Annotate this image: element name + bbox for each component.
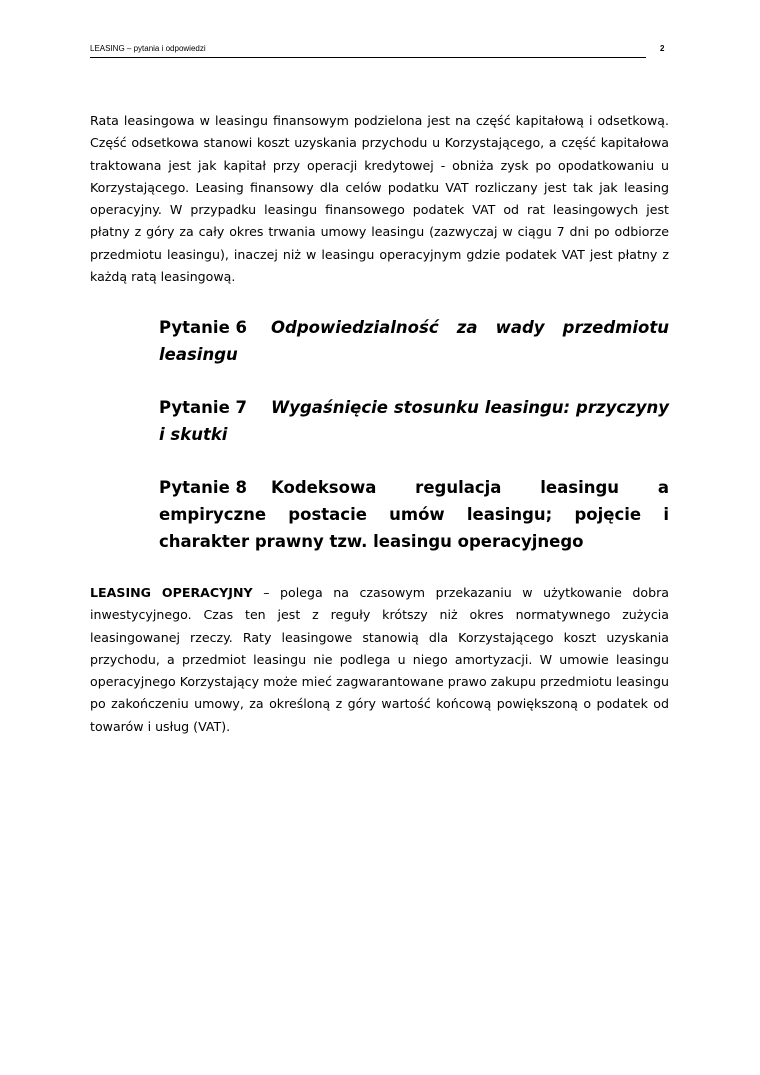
question-8 bbox=[159, 474, 669, 555]
question-8-number: Pytanie 8 bbox=[159, 478, 247, 497]
paragraph-leasing-operacyjny-text: – polega na czasowym przekazaniu w użytkowanie dobra inwestycyjnego. Czas ten jest z reguły krótszy niż okres normatywnego zużycia leasingowanej rzeczy. Raty leasingowe stanowią dla Korzystającego koszt uzyskania przychodu, a przedmiot leasingu nie podlega u niego amortyzacji. W umowie leasingu operacyjnego Korzystający może mieć zagwarantowane prawo zakupu przedmiotu leasingu po zakończeniu umowy, za określoną z góry wartość końcową powiększoną o podatek od towarów i usług (VAT). bbox=[90, 585, 669, 734]
question-7-number: Pytanie 7 bbox=[159, 398, 247, 417]
paragraph-leasing-finansowy: Rata leasingowa w leasingu finansowym podzielona jest na część kapitałową i odsetkową. Część odsetkowa stanowi koszt uzyskania przychodu u Korzystającego, a część kapitałowa traktowana jest jak kapitał przy operacji kredytowej - obniża zysk po opodatkowaniu u Korzystającego. Leasing finansowy dla celów podatku VAT rozliczany jest tak jak leasing operacyjny. W przypadku leasingu finansowego podatek VAT od rat leasingowych jest płatny z góry za cały okres trwania umowy leasingu (zazwyczaj w ciągu 7 dni po odbiorze przedmiotu leasingu), inaczej niż w leasingu operacyjnym gdzie podatek VAT jest płatny z każdą ratą leasingową. bbox=[90, 113, 669, 285]
header-title: LEASING – pytania i odpowiedzi bbox=[90, 44, 206, 53]
question-6 bbox=[159, 314, 669, 368]
paragraph-leasing-operacyjny bbox=[90, 582, 669, 738]
question-8-title: Kodeksowa regulacja leasingu a empiryczne postacie umów leasingu; pojęcie i charakter prawny tzw. leasingu operacyjnego bbox=[159, 478, 669, 551]
page-number: 2 bbox=[660, 44, 665, 53]
question-7 bbox=[159, 394, 669, 448]
question-6-number: Pytanie 6 bbox=[159, 318, 247, 337]
term-leasing-operacyjny: LEASING OPERACYJNY bbox=[90, 585, 253, 600]
page-header bbox=[90, 44, 646, 58]
question-7-title: Wygaśnięcie stosunku leasingu: przyczyny i skutki bbox=[159, 398, 669, 444]
question-6-title: Odpowiedzialność za wady przedmiotu leasingu bbox=[159, 318, 669, 364]
